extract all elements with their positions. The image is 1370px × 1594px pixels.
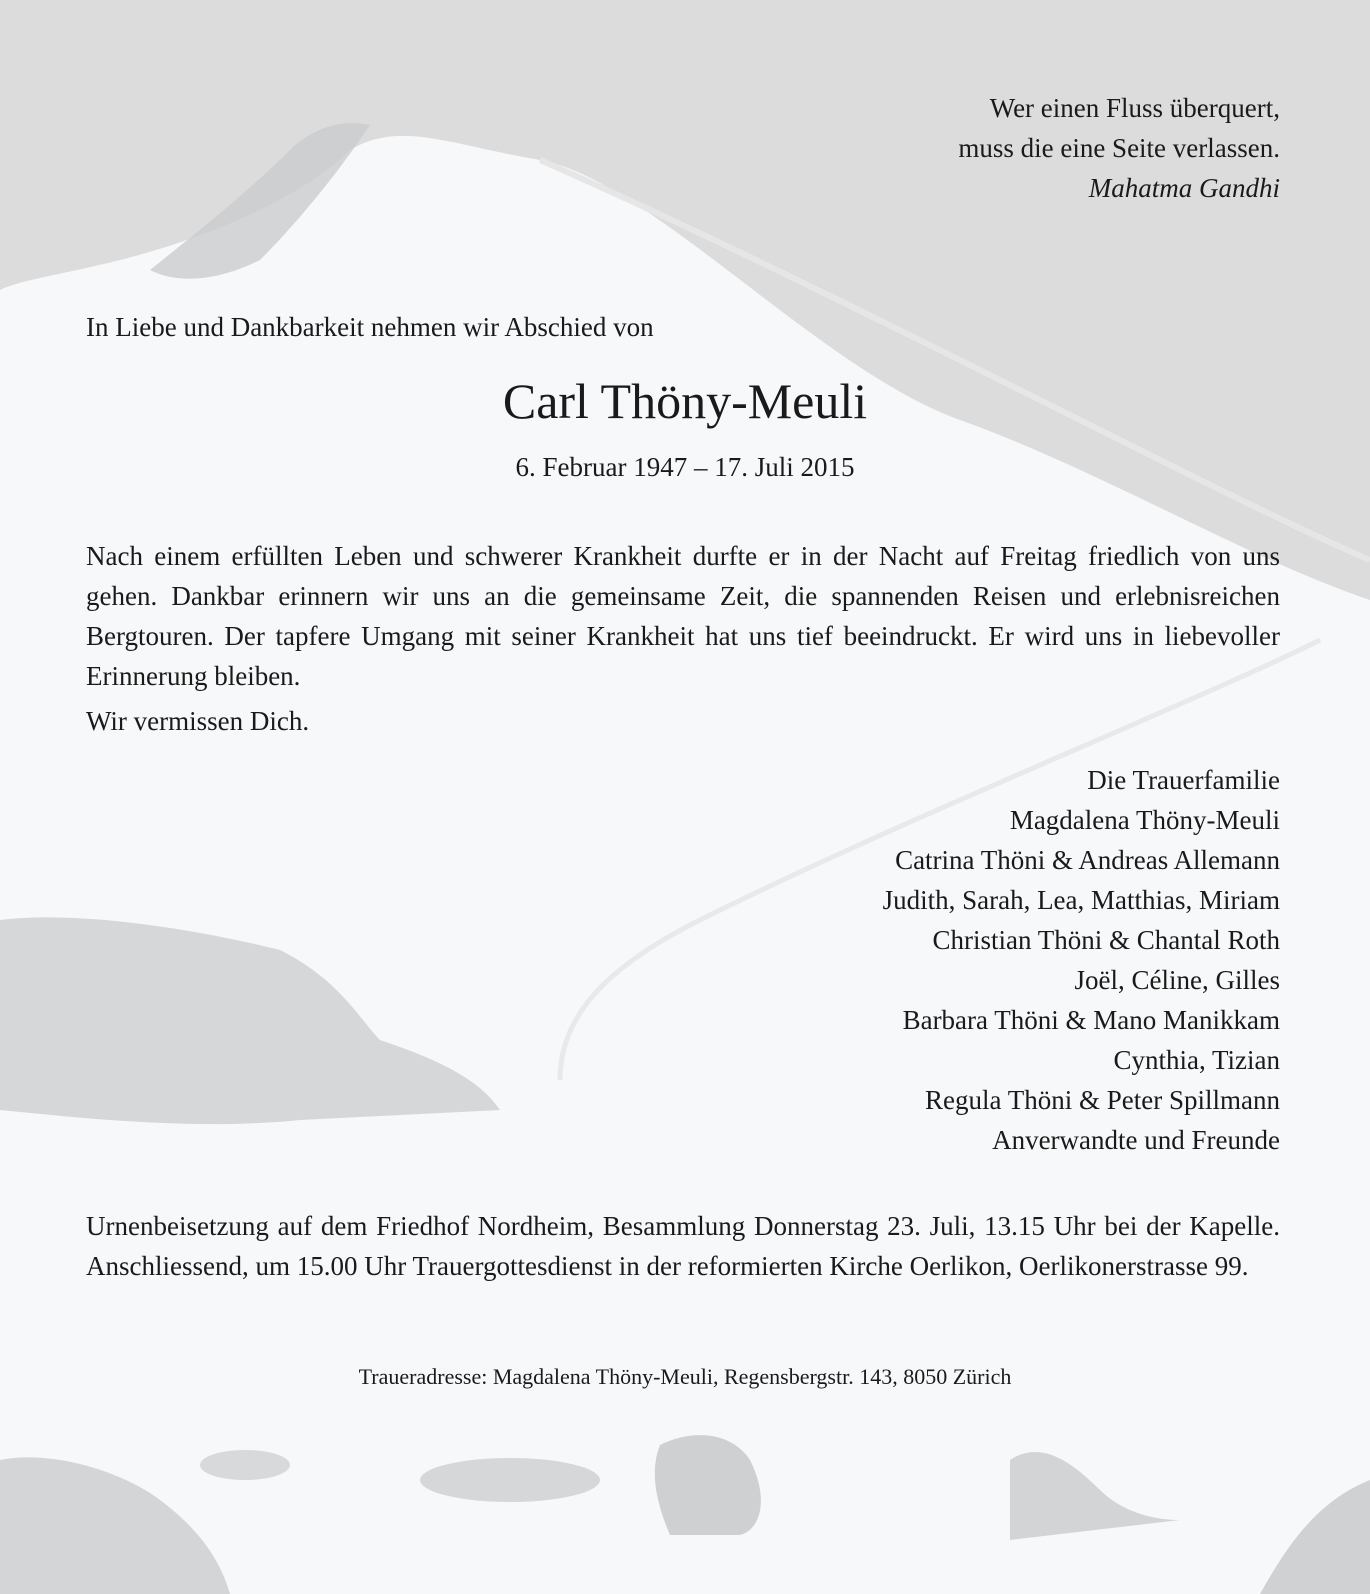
intro-text: In Liebe und Dankbarkeit nehmen wir Abschied von	[86, 312, 654, 342]
family-member: Magdalena Thöny-Meuli	[1009, 805, 1280, 835]
funeral-information: Urnenbeisetzung auf dem Friedhof Nordheim, Besammlung Donnerstag 23. Juli, 13.15 Uhr bei der Kapelle. Anschliessend, um 15.00 Uhr Trauergottesdienst in der reformierten Kirche Oerlikon, Oerlikonerstrasse 99.	[86, 1211, 1280, 1281]
quote-line-2: muss die eine Seite verlassen.	[958, 133, 1280, 163]
mourning-address: Traueradresse: Magdalena Thöny-Meuli, Regensbergstr. 143, 8050 Zürich	[358, 1364, 1012, 1389]
rock-center-flat	[420, 1458, 600, 1502]
family-member: Joël, Céline, Gilles	[1074, 965, 1280, 995]
rock-center-small	[200, 1450, 290, 1480]
family-member: Barbara Thöni & Mano Manikkam	[902, 1005, 1280, 1035]
quote-line-1: Wer einen Fluss überquert,	[989, 93, 1280, 123]
family-heading: Die Trauerfamilie	[1087, 765, 1280, 795]
family-member: Judith, Sarah, Lea, Matthias, Miriam	[882, 885, 1280, 915]
life-dates: 6. Februar 1947 – 17. Juli 2015	[515, 452, 855, 482]
quote-author: Mahatma Gandhi	[1088, 173, 1280, 203]
epigraph-quote	[958, 88, 1280, 208]
family-list	[883, 760, 1280, 1160]
deceased-name: Carl Thöny-Meuli	[502, 373, 868, 429]
obituary-message: Nach einem erfüllten Leben und schwerer Krankheit durfte er in der Nacht auf Freitag friedlich von uns gehen. Dankbar erinnern wir uns an die gemeinsame Zeit, die spannenden Reisen und erlebnisreichen Bergtouren. Der tapfere Umgang mit seiner Krankheit hat uns tief beeindruckt. Er wird uns in liebevoller Erinnerung bleiben.	[86, 541, 1280, 691]
closing-line: Wir vermissen Dich.	[86, 706, 310, 736]
family-member: Christian Thöni & Chantal Roth	[932, 925, 1280, 955]
family-member: Catrina Thöni & Andreas Allemann	[895, 845, 1280, 875]
family-member: Regula Thöni & Peter Spillmann	[925, 1085, 1280, 1115]
family-member: Anverwandte und Freunde	[992, 1125, 1280, 1155]
family-member: Cynthia, Tizian	[1113, 1045, 1280, 1075]
